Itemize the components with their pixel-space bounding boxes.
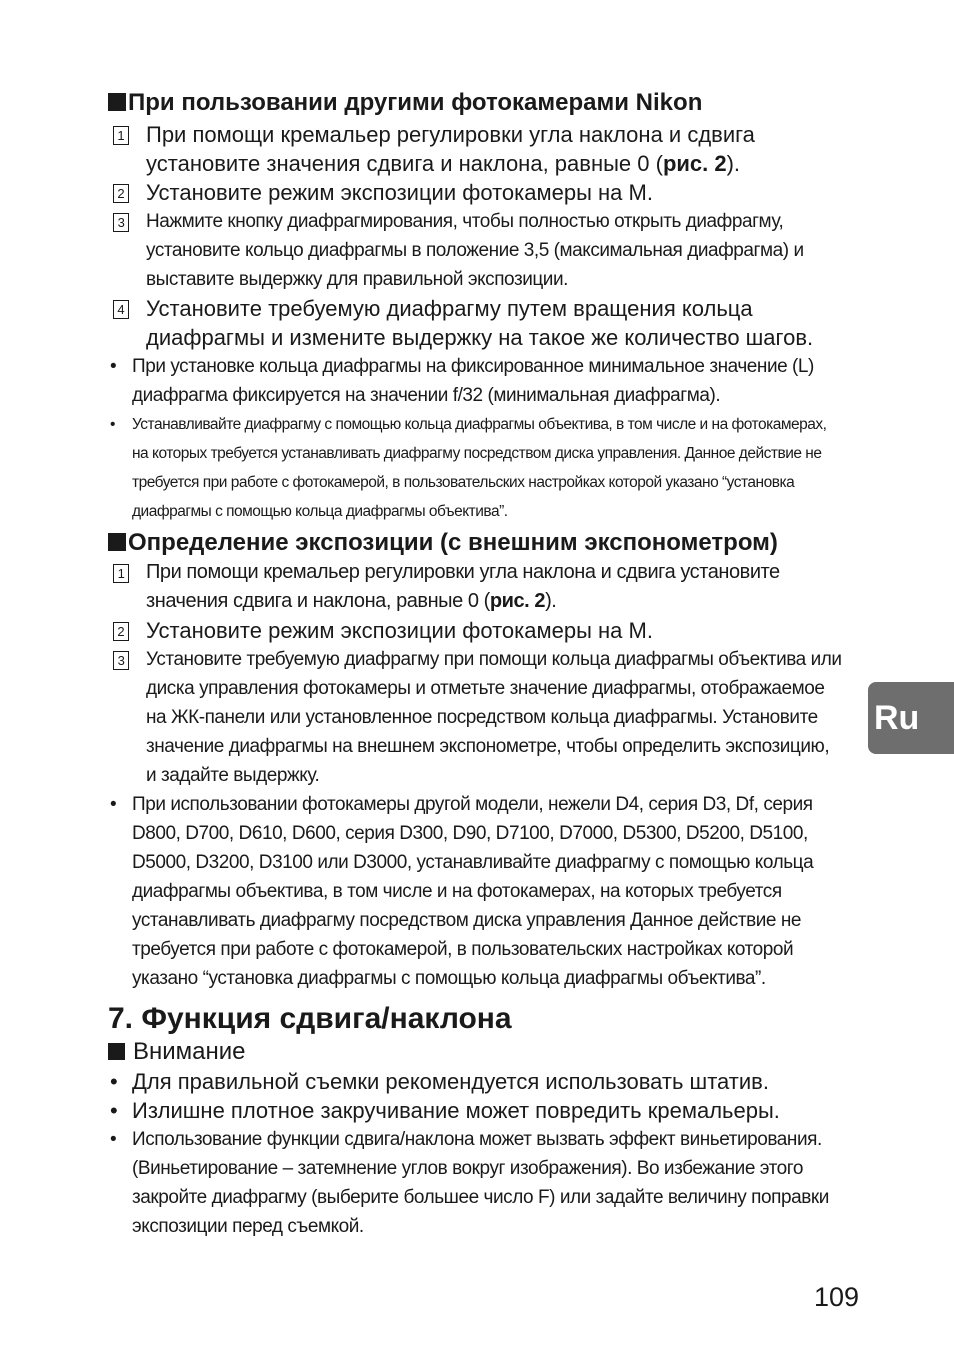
figure-ref: рис. 2 <box>489 590 546 612</box>
note-item: • При установке кольца диафрагмы на фиксированное минимальное значение (L) диафрагма фиксируется на значении f/32 (минимальная диафрагма). <box>108 352 844 410</box>
step-1: 1 При помощи кремальер регулировки угла наклона и сдвига установите значения сдвига и наклона, равные 0 (рис. 2). <box>108 558 844 616</box>
bullet-icon: • <box>110 1069 118 1094</box>
step-number: 2 <box>113 184 129 203</box>
note-item: • При использовании фотокамеры другой модели, нежели D4, серия D3, Df, серия D800, D700, D610, D600, серия D300, D90, D7100, D7000, D5300, D5200, D5100, D5000, D3200, D3100 или D3000, устанавливайте диафрагму с помощью кольца диафрагмы объектива, в том числе и на фотокамерах, на которых требуется устанавливать диафрагму посредством диска управления Данное действие не требуется при работе с фотокамерой, в пользовательских настройках которой указано “установка диафрагмы с помощью кольца диафрагмы объектива”. <box>108 790 844 993</box>
bullet-icon: • <box>110 1098 118 1123</box>
bullet-icon: • <box>110 416 115 433</box>
step-number: 3 <box>113 213 129 232</box>
language-tab: Ru <box>868 682 954 754</box>
bullet-icon: • <box>110 794 117 815</box>
attention-heading: Внимание <box>108 1037 844 1067</box>
section-heading-exposure: Определение экспозиции (с внешним экспонометром) <box>108 528 844 558</box>
step-number: 2 <box>113 622 129 641</box>
section-heading-other-cameras: При пользовании другими фотокамерами Nikon <box>108 88 844 118</box>
step-2: 2 Установите режим экспозиции фотокамеры на M. <box>108 616 844 645</box>
square-bullet-icon <box>108 93 126 111</box>
square-bullet-icon <box>108 1043 125 1060</box>
page-number: 109 <box>814 1282 860 1312</box>
step-number: 1 <box>113 126 129 145</box>
note-item: • Для правильной съемки рекомендуется использовать штатив. <box>110 1069 769 1094</box>
note-item: • Излишне плотное закручивание может повредить кремальеры. <box>110 1098 780 1123</box>
note-item: • Использование функции сдвига/наклона может вызвать эффект виньетирования. (Виньетирование – затемнение углов вокруг изображения). Во избежание этого закройте диафрагму (выберите большее число F) или задайте величину поправки экспозиции перед съемкой. <box>108 1125 844 1241</box>
note-item: • Устанавливайте диафрагму с помощью кольца диафрагмы объектива, в том числе и на фотокамерах, на которых требуется устанавливать диафрагму посредством диска управления. Данное действие не требуется при работе с фотокамерой, в пользовательских настройках которой указано “установка диафрагмы с помощью кольца диафрагмы объектива”. <box>108 410 844 526</box>
page-content <box>108 88 844 1241</box>
chapter-title: 7. Функция сдвига/наклона <box>108 1002 512 1035</box>
step-2: 2 Установите режим экспозиции фотокамеры на M. <box>108 178 844 207</box>
step-number: 3 <box>113 651 129 670</box>
step-3: 3 Нажмите кнопку диафрагмирования, чтобы полностью открыть диафрагму, установите кольцо диафрагмы в положение 3,5 (максимальная диафрагма) и выставите выдержку для правильной экспозиции. <box>108 207 844 294</box>
step-number: 4 <box>113 300 129 319</box>
bullet-icon: • <box>110 356 117 377</box>
step-1: 1 При помощи кремальер регулировки угла наклона и сдвига установите значения сдвига и наклона, равные 0 (рис. 2). <box>108 120 844 178</box>
step-3: 3 Установите требуемую диафрагму при помощи кольца диафрагмы объектива или диска управления фотокамеры и отметьте значение диафрагмы, отображаемое на ЖК-панели или установленное посредством кольца диафрагмы. Установите значение диафрагмы на внешнем экспонометре, чтобы определить экспозицию, и задайте выдержку. <box>108 645 844 790</box>
bullet-icon: • <box>110 1129 117 1150</box>
figure-ref: рис. 2 <box>662 151 727 176</box>
square-bullet-icon <box>108 533 126 551</box>
step-number: 1 <box>113 564 129 583</box>
step-4: 4 Установите требуемую диафрагму путем вращения кольца диафрагмы и измените выдержку на такое же количество шагов. <box>108 294 844 352</box>
